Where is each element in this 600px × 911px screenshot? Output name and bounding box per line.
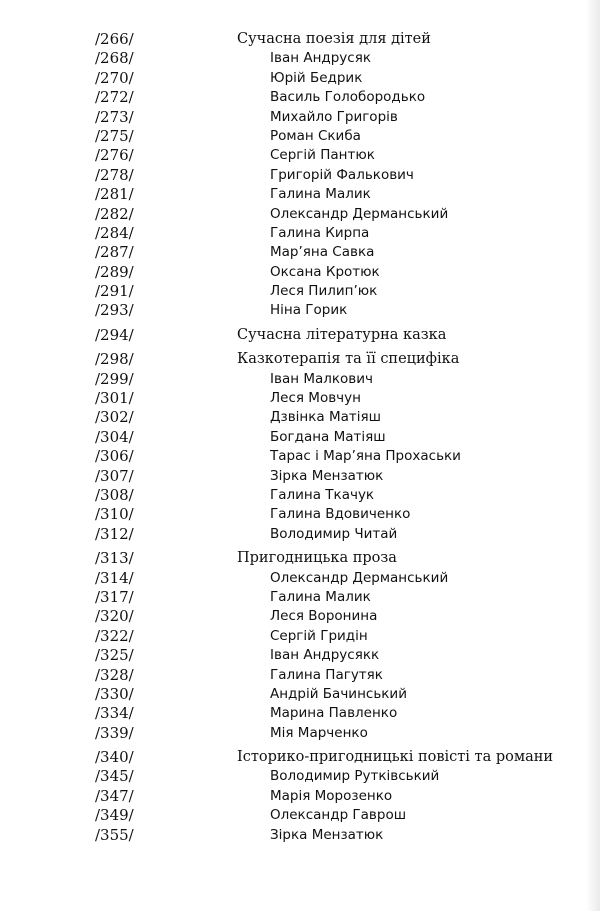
author-entry-row bbox=[0, 505, 600, 524]
entry-page-number: /302/ bbox=[95, 408, 134, 427]
section-page-number: /266/ bbox=[95, 30, 134, 48]
entry-page-number: /312/ bbox=[95, 524, 134, 543]
section-heading-row bbox=[0, 350, 600, 369]
toc-section bbox=[0, 326, 600, 345]
entry-page-number: /278/ bbox=[95, 165, 134, 184]
author-name: Дзвінка Матіяш bbox=[270, 409, 381, 426]
author-name: Галина Кирпа bbox=[270, 224, 370, 241]
entry-page-number: /320/ bbox=[95, 607, 134, 626]
author-entry-row bbox=[0, 205, 600, 224]
section-heading-row bbox=[0, 748, 600, 767]
author-entry-row bbox=[0, 428, 600, 447]
section-page-number: /313/ bbox=[95, 549, 134, 568]
author-name: Олександр Дерманський bbox=[270, 205, 449, 222]
section-page-number: /294/ bbox=[95, 325, 134, 344]
author-name: Марина Павленко bbox=[270, 705, 398, 722]
entry-page-number: /339/ bbox=[95, 723, 134, 742]
author-entry-row bbox=[0, 166, 600, 185]
author-entry-row bbox=[0, 263, 600, 282]
author-entry-row bbox=[0, 224, 600, 243]
author-entry-row bbox=[0, 724, 600, 743]
author-name: Оксана Кротюк bbox=[270, 263, 380, 280]
author-entry-row bbox=[0, 704, 600, 723]
author-entry-row bbox=[0, 243, 600, 262]
author-entry-row bbox=[0, 185, 600, 204]
entry-page-number: /325/ bbox=[95, 646, 134, 665]
toc-section bbox=[0, 30, 600, 321]
section-page-number: /340/ bbox=[95, 748, 134, 767]
section-title: Сучасна літературна казка bbox=[237, 326, 447, 343]
author-entry-row bbox=[0, 467, 600, 486]
entry-page-number: /289/ bbox=[95, 262, 134, 281]
author-name: Леся Пилип’юк bbox=[270, 283, 378, 300]
author-entry-row bbox=[0, 646, 600, 665]
entry-page-number: /304/ bbox=[95, 427, 134, 446]
author-entry-row bbox=[0, 88, 600, 107]
entry-page-number: /355/ bbox=[95, 825, 134, 844]
author-name: Мар’яна Савка bbox=[270, 244, 375, 261]
author-name: Зірка Мензатюк bbox=[270, 467, 384, 484]
author-name: Галина Пагутяк bbox=[270, 666, 383, 683]
entry-page-number: /284/ bbox=[95, 223, 134, 242]
author-entry-row bbox=[0, 127, 600, 146]
entry-page-number: /275/ bbox=[95, 126, 134, 145]
entry-page-number: /268/ bbox=[95, 49, 134, 68]
author-name: Іван Малкович bbox=[270, 370, 373, 387]
toc-section bbox=[0, 350, 600, 544]
author-name: Галина Вдовиченко bbox=[270, 506, 411, 523]
author-entry-row bbox=[0, 787, 600, 806]
author-name: Галина Малик bbox=[270, 588, 371, 605]
author-name: Марія Морозенко bbox=[270, 787, 393, 804]
entry-page-number: /291/ bbox=[95, 282, 134, 301]
entry-page-number: /328/ bbox=[95, 665, 134, 684]
entry-page-number: /270/ bbox=[95, 68, 134, 87]
author-name: Галина Малик bbox=[270, 186, 371, 203]
author-entry-row bbox=[0, 69, 600, 88]
entry-page-number: /334/ bbox=[95, 704, 134, 723]
author-entry-row bbox=[0, 806, 600, 825]
author-entry-row bbox=[0, 666, 600, 685]
entry-page-number: /308/ bbox=[95, 485, 134, 504]
author-name: Ніна Горик bbox=[270, 302, 348, 319]
author-entry-row bbox=[0, 569, 600, 588]
section-heading-row bbox=[0, 549, 600, 568]
author-name: Володимир Читай bbox=[270, 525, 398, 542]
entry-page-number: /347/ bbox=[95, 786, 134, 805]
entry-page-number: /299/ bbox=[95, 369, 134, 388]
author-name: Юрій Бедрик bbox=[270, 69, 363, 86]
author-entry-row bbox=[0, 767, 600, 786]
entry-page-number: /306/ bbox=[95, 447, 134, 466]
section-title: Казкотерапія та її специфіка bbox=[237, 351, 460, 368]
section-heading-row bbox=[0, 326, 600, 345]
section-title: Пригодницька проза bbox=[237, 550, 397, 567]
author-name: Сергій Гридін bbox=[270, 627, 368, 644]
entry-page-number: /317/ bbox=[95, 587, 134, 606]
author-entry-row bbox=[0, 49, 600, 68]
entry-page-number: /345/ bbox=[95, 767, 134, 786]
author-entry-row bbox=[0, 301, 600, 320]
author-name: Іван Андрусякк bbox=[270, 647, 380, 664]
author-entry-row bbox=[0, 370, 600, 389]
author-entry-row bbox=[0, 685, 600, 704]
author-name: Тарас і Мар’яна Прохаськи bbox=[270, 448, 461, 465]
entry-page-number: /314/ bbox=[95, 568, 134, 587]
entry-page-number: /282/ bbox=[95, 204, 134, 223]
author-entry-row bbox=[0, 607, 600, 626]
author-name: Іван Андрусяк bbox=[270, 50, 371, 67]
entry-page-number: /272/ bbox=[95, 88, 134, 107]
author-name: Леся Мовчун bbox=[270, 390, 361, 407]
author-name: Григорій Фалькович bbox=[270, 166, 414, 183]
author-name: Роман Скиба bbox=[270, 127, 361, 144]
author-entry-row bbox=[0, 146, 600, 165]
author-name: Богдана Матіяш bbox=[270, 428, 386, 445]
section-heading-row bbox=[0, 30, 600, 49]
toc-section bbox=[0, 748, 600, 845]
author-name: Михайло Григорів bbox=[270, 108, 398, 125]
author-entry-row bbox=[0, 588, 600, 607]
author-name: Зірка Мензатюк bbox=[270, 826, 384, 843]
section-page-number: /298/ bbox=[95, 350, 134, 369]
author-entry-row bbox=[0, 282, 600, 301]
entry-page-number: /287/ bbox=[95, 243, 134, 262]
author-name: Леся Воронина bbox=[270, 608, 378, 625]
author-name: Володимир Рутківський bbox=[270, 768, 440, 785]
entry-page-number: /330/ bbox=[95, 684, 134, 703]
author-entry-row bbox=[0, 525, 600, 544]
author-entry-row bbox=[0, 486, 600, 505]
author-name: Василь Голобородько bbox=[270, 89, 426, 106]
author-name: Галина Ткачук bbox=[270, 486, 375, 503]
author-entry-row bbox=[0, 447, 600, 466]
author-name: Олександр Дерманський bbox=[270, 569, 449, 586]
entry-page-number: /301/ bbox=[95, 389, 134, 408]
section-title: Історико-пригодницькі повісті та романи bbox=[237, 749, 554, 766]
entry-page-number: /276/ bbox=[95, 146, 134, 165]
entry-page-number: /310/ bbox=[95, 505, 134, 524]
table-of-contents bbox=[0, 30, 600, 845]
author-entry-row bbox=[0, 627, 600, 646]
author-entry-row bbox=[0, 408, 600, 427]
entry-page-number: /273/ bbox=[95, 107, 134, 126]
toc-section bbox=[0, 549, 600, 743]
entry-page-number: /322/ bbox=[95, 626, 134, 645]
entry-page-number: /293/ bbox=[95, 301, 134, 320]
author-name: Андрій Бачинський bbox=[270, 685, 407, 702]
author-entry-row bbox=[0, 389, 600, 408]
author-name: Сергій Пантюк bbox=[270, 147, 375, 164]
entry-page-number: /307/ bbox=[95, 466, 134, 485]
author-name: Олександр Гаврош bbox=[270, 807, 407, 824]
section-title: Сучасна поезія для дітей bbox=[237, 31, 431, 47]
author-name: Мія Марченко bbox=[270, 724, 368, 741]
author-entry-row bbox=[0, 826, 600, 845]
entry-page-number: /281/ bbox=[95, 185, 134, 204]
entry-page-number: /349/ bbox=[95, 806, 134, 825]
author-entry-row bbox=[0, 108, 600, 127]
